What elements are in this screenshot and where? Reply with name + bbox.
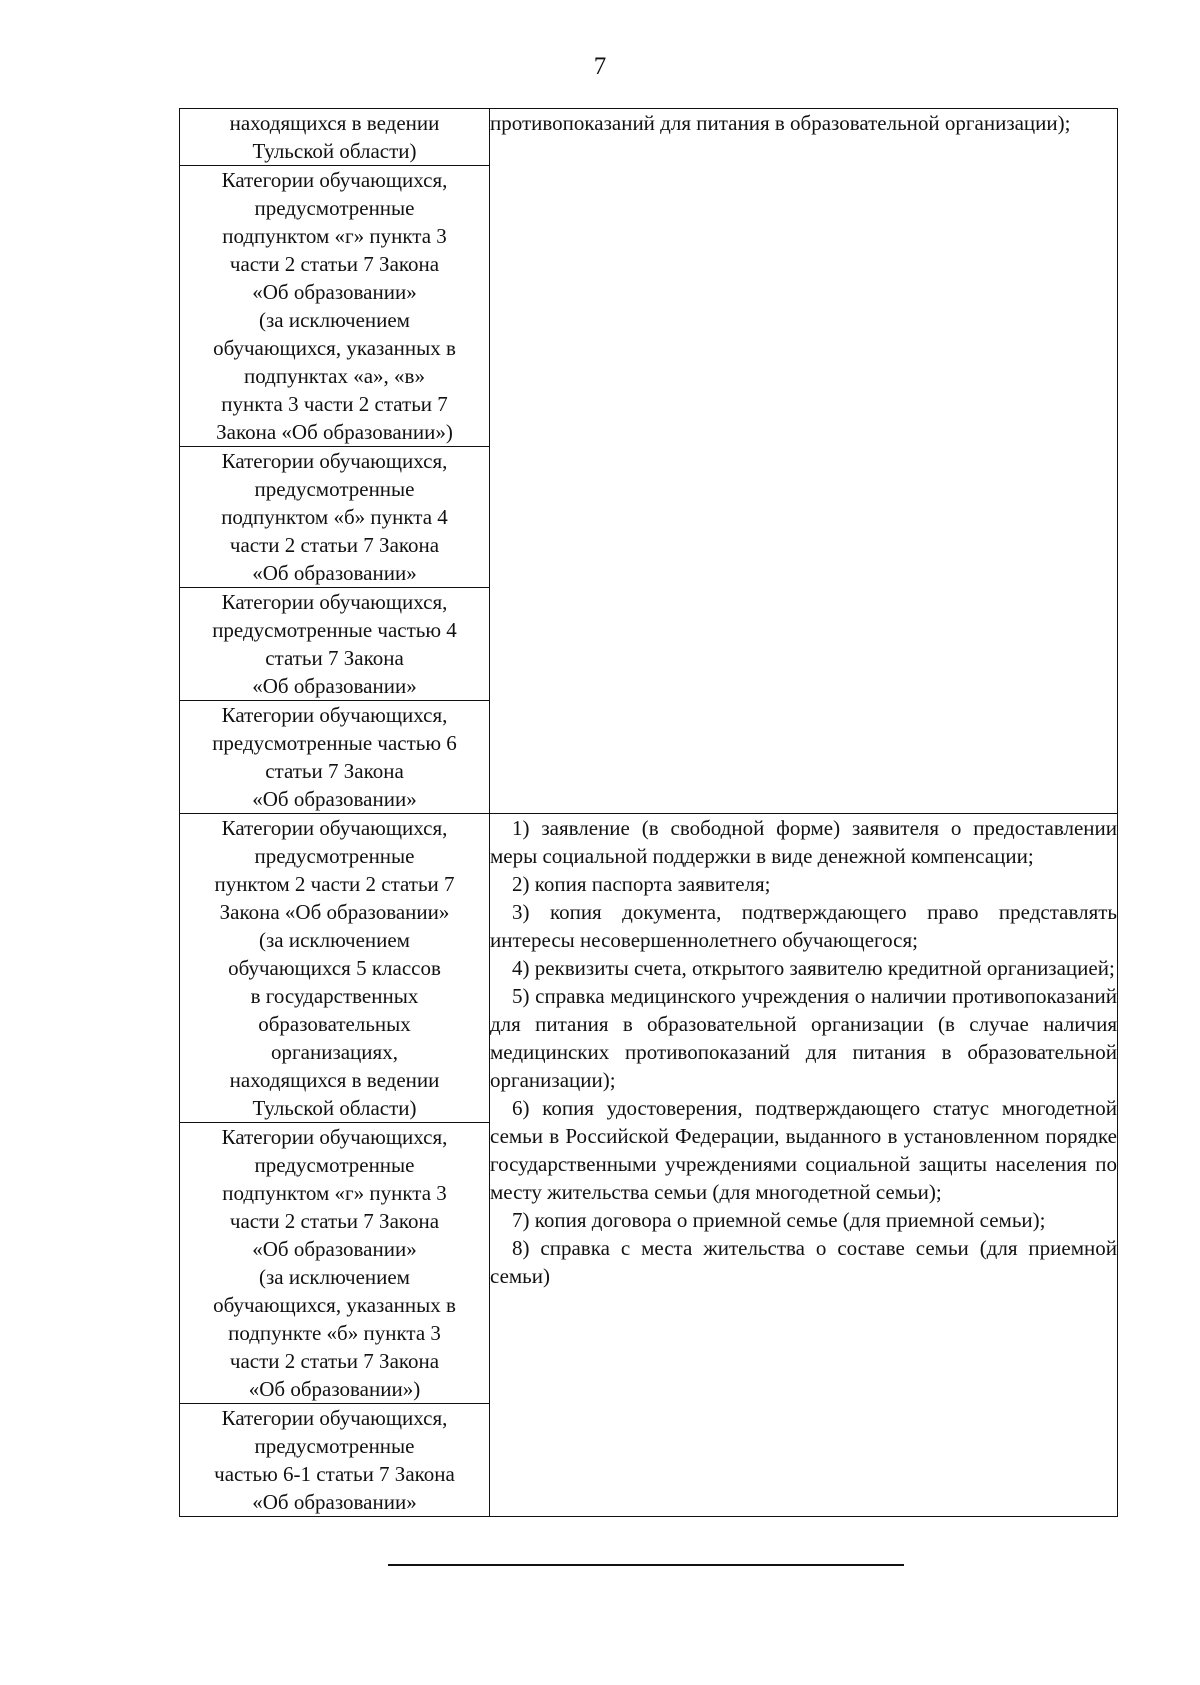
footer-divider (388, 1564, 904, 1566)
table-row (180, 814, 1118, 1123)
documents-list (490, 814, 1117, 1290)
list-item: 3) копия документа, подтверждающего право представлять интересы несовершеннолетнего обучающегося; (490, 900, 1117, 952)
documents-continuation-text: противопоказаний для питания в образовательной организации); (490, 111, 1071, 135)
table-row (180, 109, 1118, 166)
list-item: 4) реквизиты счета, открытого заявителю кредитной организацией; (512, 956, 1115, 980)
category-cell: Категории обучающихся, предусмотренные частью 6 статьи 7 Закона «Об образовании» (180, 701, 490, 814)
list-item: 7) копия договора о приемной семье (для приемной семьи); (512, 1208, 1046, 1232)
page-number: 7 (593, 53, 607, 80)
list-item: 2) копия паспорта заявителя; (512, 872, 771, 896)
list-item: 5) справка медицинского учреждения о наличии противопоказаний для питания в образовательной организации (в случае наличия медицинских противопоказаний для питания в образовательной организации); (490, 984, 1117, 1092)
documents-cell (490, 814, 1118, 1517)
category-cell: Категории обучающихся, предусмотренные подпунктом «г» пункта 3 части 2 статьи 7 Закона «Об образовании» (за исключением обучающихся, указанных в подпункте «б» пункта 3 части 2 статьи 7 Закона «Об образовании») (180, 1123, 490, 1404)
category-cell: Категории обучающихся, предусмотренные частью 6-1 статьи 7 Закона «Об образовании» (180, 1404, 490, 1517)
list-item: 1) заявление (в свободной форме) заявителя о предоставлении меры социальной поддержки в виде денежной компенсации; (490, 816, 1117, 868)
category-cell: Категории обучающихся, предусмотренные пунктом 2 части 2 статьи 7 Закона «Об образовании» (за исключением обучающихся 5 классов в государственных образовательных организациях, находящихся в ведении Тульской области) (180, 814, 490, 1123)
documents-cell-continuation (490, 109, 1118, 814)
category-cell: Категории обучающихся, предусмотренные частью 4 статьи 7 Закона «Об образовании» (180, 588, 490, 701)
categories-documents-table (179, 108, 1118, 1517)
category-cell: находящихся в ведении Тульской области) (180, 109, 490, 166)
category-cell: Категории обучающихся, предусмотренные подпунктом «г» пункта 3 части 2 статьи 7 Закона «Об образовании» (за исключением обучающихся, указанных в подпунктах «а», «в» пункта 3 части 2 статьи 7 Закона «Об образовании») (180, 166, 490, 447)
list-item: 6) копия удостоверения, подтверждающего статус многодетной семьи в Российской Федерации, выданного в установленном порядке государственными учреждениями социальной защиты населения по месту жительства семьи (для многодетной семьи); (490, 1096, 1117, 1204)
category-cell: Категории обучающихся, предусмотренные подпунктом «б» пункта 4 части 2 статьи 7 Закона «Об образовании» (180, 447, 490, 588)
list-item: 8) справка с места жительства о составе семьи (для приемной семьи) (490, 1236, 1117, 1288)
